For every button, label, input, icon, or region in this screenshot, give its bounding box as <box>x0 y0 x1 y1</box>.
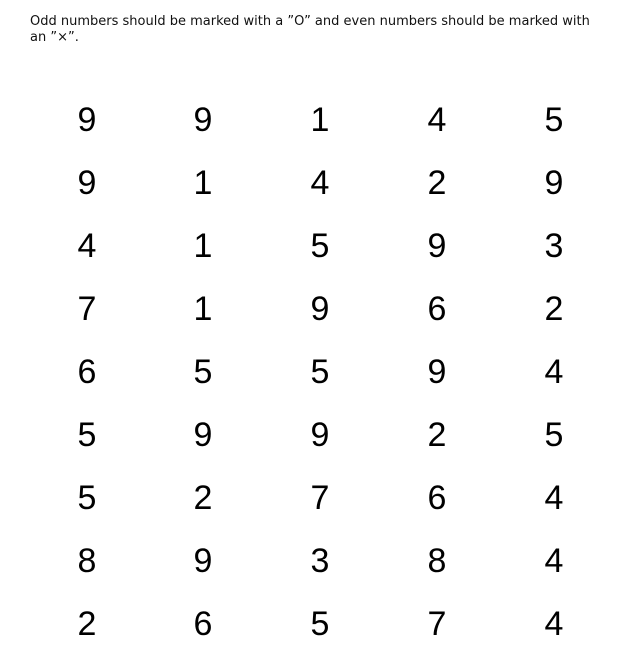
number-cell[interactable]: 5 <box>544 416 564 454</box>
number-cell[interactable]: 9 <box>310 290 330 328</box>
grid-row <box>0 407 640 470</box>
number-cell[interactable]: 9 <box>77 101 97 139</box>
number-cell[interactable]: 4 <box>544 542 564 580</box>
grid-row <box>0 92 640 155</box>
number-cell[interactable]: 5 <box>310 227 330 265</box>
number-cell[interactable]: 4 <box>544 479 564 517</box>
number-cell[interactable]: 7 <box>77 290 97 328</box>
number-cell[interactable]: 6 <box>427 479 447 517</box>
number-cell[interactable]: 6 <box>77 353 97 391</box>
grid-row <box>0 281 640 344</box>
number-cell[interactable]: 4 <box>544 605 564 643</box>
number-cell[interactable]: 4 <box>77 227 97 265</box>
number-cell[interactable]: 9 <box>193 416 213 454</box>
instructions-text: Odd numbers should be marked with a ”O” and even numbers should be marked with an ”×”. <box>30 14 590 45</box>
number-cell[interactable]: 9 <box>544 164 564 202</box>
grid-row <box>0 596 640 659</box>
number-cell[interactable]: 9 <box>427 353 447 391</box>
number-cell[interactable]: 5 <box>77 479 97 517</box>
number-cell[interactable]: 5 <box>310 605 330 643</box>
number-cell[interactable]: 3 <box>544 227 564 265</box>
number-cell[interactable]: 5 <box>193 353 213 391</box>
number-cell[interactable]: 1 <box>193 227 213 265</box>
number-cell[interactable]: 9 <box>427 227 447 265</box>
number-cell[interactable]: 2 <box>427 164 447 202</box>
number-cell[interactable]: 1 <box>193 290 213 328</box>
grid-row <box>0 533 640 596</box>
number-cell[interactable]: 9 <box>310 416 330 454</box>
number-cell[interactable]: 7 <box>310 479 330 517</box>
number-cell[interactable]: 4 <box>427 101 447 139</box>
number-cell[interactable]: 8 <box>427 542 447 580</box>
number-cell[interactable]: 9 <box>193 101 213 139</box>
number-cell[interactable]: 2 <box>544 290 564 328</box>
number-cell[interactable]: 4 <box>544 353 564 391</box>
number-cell[interactable]: 1 <box>193 164 213 202</box>
number-cell[interactable]: 5 <box>77 416 97 454</box>
number-grid <box>0 92 640 659</box>
number-cell[interactable]: 5 <box>544 101 564 139</box>
number-cell[interactable]: 5 <box>310 353 330 391</box>
number-cell[interactable]: 9 <box>193 542 213 580</box>
grid-row <box>0 344 640 407</box>
number-cell[interactable]: 6 <box>427 290 447 328</box>
number-cell[interactable]: 4 <box>310 164 330 202</box>
number-cell[interactable]: 7 <box>427 605 447 643</box>
grid-row <box>0 218 640 281</box>
grid-row <box>0 155 640 218</box>
number-cell[interactable]: 8 <box>77 542 97 580</box>
number-cell[interactable]: 9 <box>77 164 97 202</box>
number-cell[interactable]: 6 <box>193 605 213 643</box>
number-cell[interactable]: 2 <box>193 479 213 517</box>
grid-row <box>0 470 640 533</box>
number-cell[interactable]: 3 <box>310 542 330 580</box>
number-cell[interactable]: 2 <box>427 416 447 454</box>
number-cell[interactable]: 2 <box>77 605 97 643</box>
number-cell[interactable]: 1 <box>310 101 330 139</box>
